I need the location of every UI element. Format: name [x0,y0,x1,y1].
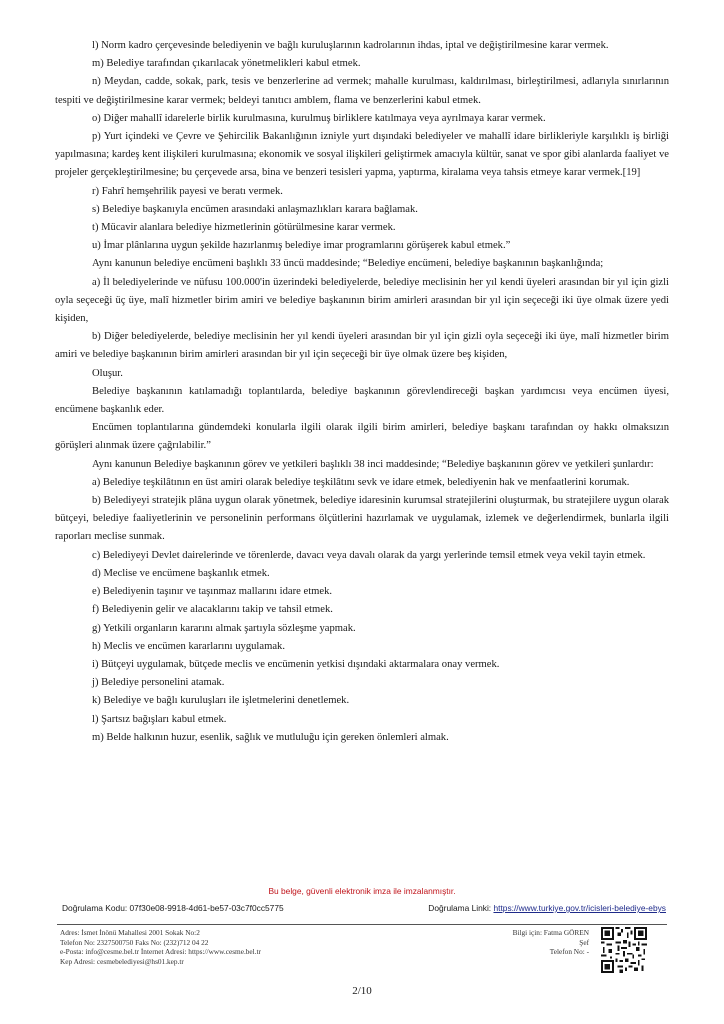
verification-link-url[interactable]: https://www.turkiye.gov.tr/icisleri-belediye-ebys [493,903,666,913]
paragraph: d) Meclise ve encümene başkanlık etmek. [92,567,270,579]
paragraph: a) Belediye teşkilâtının en üst amiri olarak belediye teşkilâtını sevk ve idare etmek, belediyenin hak ve menfaatlerini korumak. [92,476,630,488]
qr-code-icon [601,927,647,973]
paragraph: h) Meclis ve encümen kararlarını uygulamak. [92,640,285,652]
email-web-line: e-Posta: info@cesme.bel.tr İnternet Adresi: https://www.cesme.bel.tr [60,947,261,957]
verification-link-label: Doğrulama Linki: [428,903,492,913]
paragraph: o) Diğer mahallî idarelerle birlik kurulmasına, kurulmuş birliklere katılmaya veya ayrılmaya karar vermek. [92,112,546,124]
contact-title: Şef [579,937,589,947]
e-signature-notice: Bu belge, güvenli elektronik imza ile imzalanmıştır. [268,886,456,896]
verification-code-value: 07f30e08-9918-4d61-be57-03c7f0cc5775 [129,903,284,913]
paragraph: Encümen toplantılarına gündemdeki konularla ilgili olarak ilgili birim amirleri, belediye başkanı tarafından oy hakkı olmaksızın görüşleri alınmak üzere çağrılabilir.” [55,422,669,452]
paragraph: b) Belediyeyi stratejik plâna uygun olarak yönetmek, belediye idaresinin kurumsal stratejilerini oluşturmak, bu stratejilere uygun olarak bütçeyi, belediye faaliyetlerinin ve personelinin performans ölçütlerini hazırlamak ve uygulamak, izlemek ve değerlendirmek, bunlarla ilgili raporları meclise sunmak. [55,495,669,543]
paragraph: m) Belediye tarafından çıkarılacak yönetmelikleri kabul etmek. [92,58,361,70]
verification-bar [62,903,666,913]
document-body [55,37,669,747]
paragraph: Aynı kanunun Belediye başkanının görev ve yetkileri başlıklı 38 inci maddesinde; “Belediye başkanının görev ve yetkileri şunlardır: [92,458,654,470]
paragraph: u) İmar plânlarına uygun şekilde hazırlanmış belediye imar programlarını görüşerek kabul etmek.” [92,240,511,252]
paragraph: a) İl belediyelerinde ve nüfusu 100.000'in üzerindeki belediyelerde, belediye meclisinin her yıl kendi üyeleri arasından bir yıl için gizli oyla seçeceği üç üye, malî hizmetler birim amiri ve belediye başkanının birim amirleri arasından bir yıl için seçeceği iki üye olmak üzere yedi kişiden, [55,276,669,325]
phone-fax-line: Telefon No: 2327500750 Faks No: (232)712 04 22 [60,937,209,947]
address-line: Adres: İsmet İnönü Mahallesi 2001 Sokak No:2 [60,928,200,937]
paragraph: Belediye başkanının katılamadığı toplantılarda, belediye başkanının görevlendireceği başkan yardımcısı veya encümen üyesi, encümene başkanlık eder. [55,385,669,416]
paragraph: j) Belediye personelini atamak. [92,677,225,689]
paragraph: i) Bütçeyi uygulamak, bütçede meclis ve encümenin yetkisi dışındaki aktarmalara onay vermek. [92,658,500,670]
paragraph: g) Yetkili organların kararını almak şartıyla sözleşme yapmak. [92,622,356,634]
paragraph: e) Belediyenin taşınır ve taşınmaz mallarını idare etmek. [92,586,333,598]
verification-code-label: Doğrulama Kodu: [62,903,128,913]
contact-person: Bilgi için: Fatma GÖREN [512,928,589,937]
footer-contact-info [513,928,589,957]
paragraph: l) Norm kadro çerçevesinde belediyenin ve bağlı kuruluşlarının kadrolarının ihdas, iptal ve değiştirilmesine karar vermek. [92,40,609,51]
paragraph: f) Belediyenin gelir ve alacaklarını takip ve tahsil etmek. [92,604,333,616]
paragraph: Oluşur. [92,367,123,379]
paragraph: k) Belediye ve bağlı kuruluşları ile işletmelerini denetlemek. [92,695,350,707]
contact-phone: Telefon No: - [549,947,589,957]
paragraph: s) Belediye başkanıyla encümen arasındaki anlaşmazlıkları karara bağlamak. [92,203,418,215]
footer-address [60,928,261,966]
paragraph: p) Yurt içindeki ve Çevre ve Şehircilik Bakanlığının izniyle yurt dışındaki belediyeler ve mahallî idare birlikleriyle karşılıklı iş birliği yapılmasına; kardeş kent ilişkileri kurulmasına; ekonomik ve sosyal ilişkileri geliştirmek amacıyla kültür, sanat ve spor gibi alanlarda faaliyet ve projeler gerçekleştirilmesine; bu çerçevede arsa, bina ve benzeri tesisleri yapma, yaptırma, kiralama veya tahsis etmeye karar vermek.[19] [55,131,669,179]
page-number: 2/10 [352,985,372,997]
paragraph: c) Belediyeyi Devlet dairelerinde ve törenlerde, davacı veya davalı olarak da yargı yerlerinde temsil etmek veya vekil tayin etmek. [92,549,646,561]
paragraph: b) Diğer belediyelerde, belediye meclisinin her yıl kendi üyeleri arasından bir yıl için gizli oyla seçeceği iki üye, malî hizmetler birim amiri ve belediye başkanının birim amirleri arasından bir yıl için seçeceği bir üye olmak üzere beş kişiden, [55,331,669,361]
paragraph: n) Meydan, cadde, sokak, park, tesis ve benzerlerine ad vermek; mahalle kurulması, kaldırılması, birleştirilmesi, adlarıyla sınırlarının tespiti ve değiştirilmesine karar vermek; beldeyi tanıtıcı amblem, flama ve benzerlerini kabul etmek. [55,76,669,106]
paragraph: Aynı kanunun belediye encümeni başlıklı 33 üncü maddesinde; “Belediye encümeni, belediye başkanının başkanlığında; [92,258,604,270]
paragraph: l) Şartsız bağışları kabul etmek. [92,713,227,725]
paragraph: m) Belde halkının huzur, esenlik, sağlık ve mutluluğu için gereken önlemleri almak. [92,731,449,743]
footer-divider [57,924,667,925]
verification-link [428,903,666,913]
kep-address-line: Kep Adresi: cesmebelediyesi@hs01.kep.tr [60,956,184,966]
paragraph: r) Fahrî hemşehrilik payesi ve beratı vermek. [92,185,283,197]
verification-code [62,903,284,913]
paragraph: t) Mücavir alanlara belediye hizmetlerinin götürülmesine karar vermek. [92,222,396,234]
